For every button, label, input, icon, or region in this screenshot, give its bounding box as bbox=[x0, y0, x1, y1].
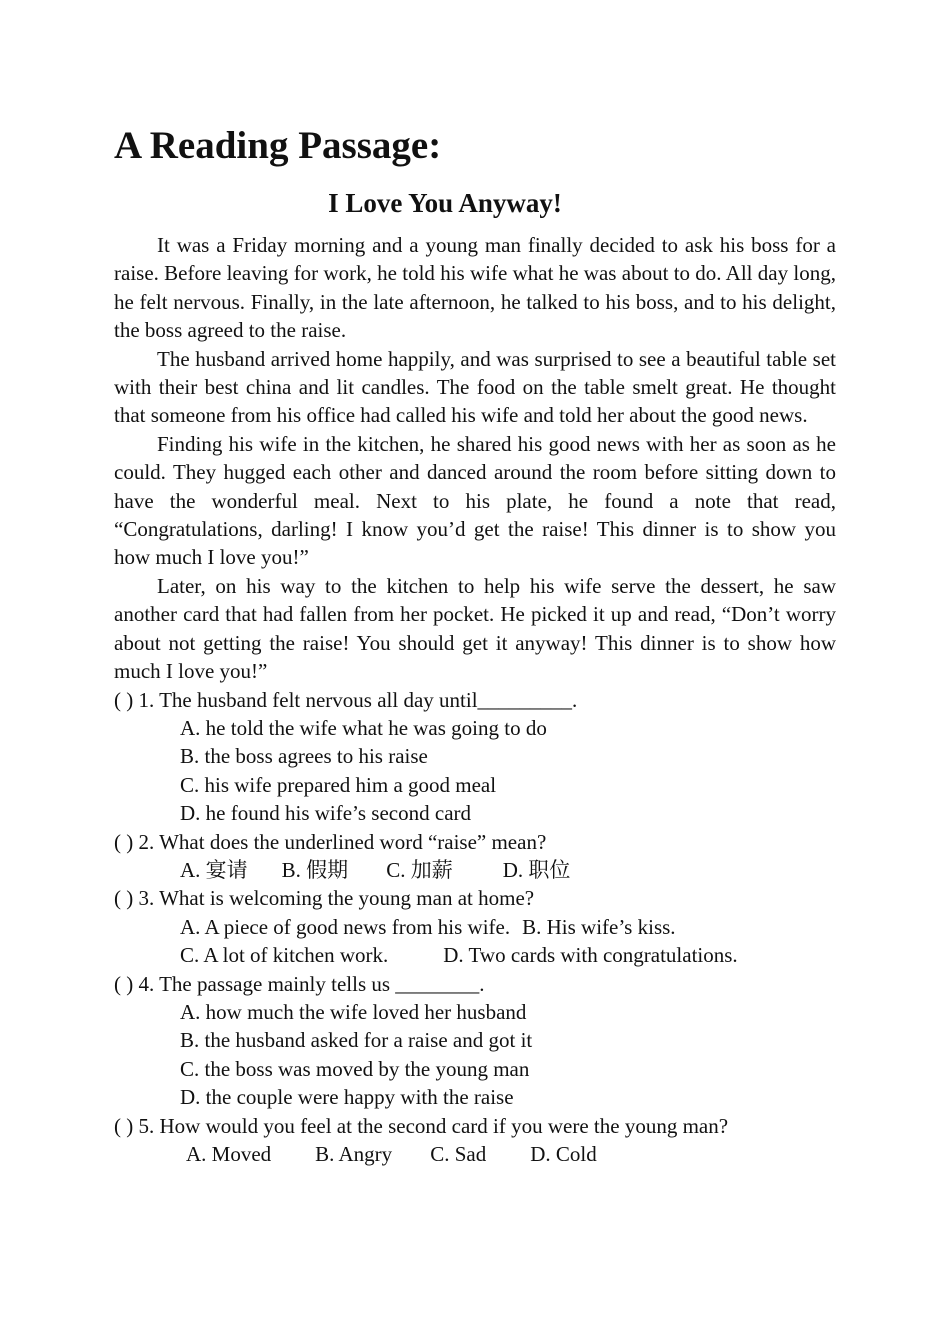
question-5: ( ) 5. How would you feel at the second card if you were the young man? bbox=[114, 1113, 729, 1138]
question-2-option-d: D. 职位 bbox=[502, 857, 571, 882]
passage-paragraph: Finding his wife in the kitchen, he shared his good news with her as soon as he could. They hugged each other and danced around the room before sitting down to have the wonderful meal. Next to his plate, he found a note that read, “Congratulations, darling! I know you’d get the raise! This dinner is to show you how much I love you!” bbox=[114, 431, 836, 570]
question-1-option-a: A. he told the wife what he was going to do bbox=[180, 715, 547, 740]
question-4: ( ) 4. The passage mainly tells us ________. bbox=[114, 971, 485, 996]
question-4-option-c: C. the boss was moved by the young man bbox=[180, 1056, 530, 1081]
question-5-option-d: D. Cold bbox=[530, 1142, 597, 1166]
question-2-options bbox=[114, 856, 836, 884]
question-2-option-a: A. 宴请 bbox=[180, 857, 248, 882]
passage-title: I Love You Anyway! bbox=[328, 188, 562, 218]
question-3-option-d: D. Two cards with congratulations. bbox=[443, 943, 738, 968]
question-4-option-d: D. the couple were happy with the raise bbox=[180, 1085, 514, 1110]
passage-paragraph: Later, on his way to the kitchen to help his wife serve the dessert, he saw another card that had fallen from her pocket. He picked it up and read, “Don’t worry about not getting the raise! You should get it anyway! This dinner is to show how much I love you!” bbox=[114, 573, 836, 684]
question-3-options-row-2 bbox=[114, 941, 836, 969]
question-5-options bbox=[114, 1140, 836, 1168]
passage-paragraph: It was a Friday morning and a young man finally decided to ask his boss for a raise. Before leaving for work, he told his wife what he was about to do. All day long, he felt nervous. Finally, in the late afternoon, he talked to his boss, and to his delight, the boss agreed to the raise. bbox=[114, 233, 836, 343]
question-1-option-d: D. he found his wife’s second card bbox=[180, 801, 472, 826]
question-2-option-b: B. 假期 bbox=[281, 857, 349, 882]
document-body bbox=[114, 231, 836, 1168]
question-5-option-b: B. Angry bbox=[315, 1142, 393, 1166]
page-title: A Reading Passage: bbox=[114, 124, 442, 167]
question-5-option-c: C. Sad bbox=[430, 1142, 487, 1166]
question-4-option-b: B. the husband asked for a raise and got it bbox=[180, 1028, 533, 1053]
question-3: ( ) 3. What is welcoming the young man at home? bbox=[114, 886, 535, 911]
question-3-option-a: A. A piece of good news from his wife. bbox=[180, 914, 511, 939]
question-1: ( ) 1. The husband felt nervous all day until_________. bbox=[114, 687, 578, 712]
question-1-option-c: C. his wife prepared him a good meal bbox=[180, 772, 497, 797]
question-3-option-b: B. His wife’s kiss. bbox=[522, 914, 676, 939]
question-2-option-c: C. 加薪 bbox=[386, 857, 453, 882]
question-2: ( ) 2. What does the underlined word “raise” mean? bbox=[114, 829, 547, 854]
question-4-option-a: A. how much the wife loved her husband bbox=[180, 999, 527, 1024]
passage-paragraph: The husband arrived home happily, and was surprised to see a beautiful table set with their best china and lit candles. The food on the table smelt great. He thought that someone from his office had called his wife and told her about the good news. bbox=[114, 346, 836, 428]
question-3-option-c: C. A lot of kitchen work. bbox=[180, 943, 389, 968]
question-1-option-b: B. the boss agrees to his raise bbox=[180, 744, 428, 769]
question-3-options-row-1 bbox=[114, 913, 836, 941]
question-5-option-a: A. Moved bbox=[186, 1142, 272, 1166]
